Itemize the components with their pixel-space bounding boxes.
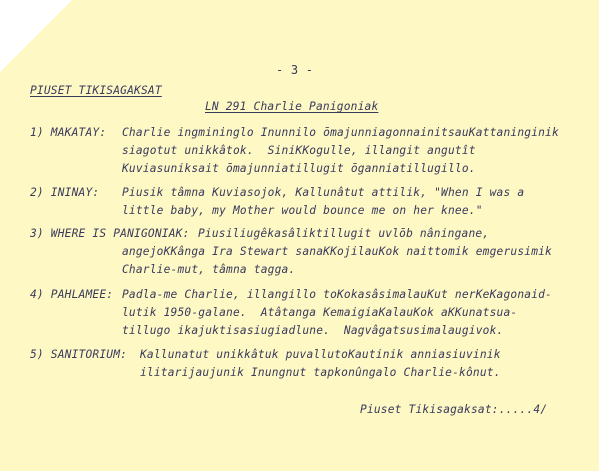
entry-line: Charlie ingmininglo Inunnilo ōmajunniagonnainitsauKattaninginik: [122, 126, 559, 139]
entry-line: little baby, my Mother would bounce me on her knee.": [122, 204, 483, 217]
entry-line: lutik 1950-galane. Atâtanga KemaigiaKalauKok aKKunatsua-: [122, 306, 518, 319]
entry-line: Kuviasuniksait ōmajunniatillugit ōganniatillugillo.: [122, 162, 476, 175]
entry-line: Charlie-mut, tâmna tagga.: [122, 263, 296, 276]
entry-line: Padla-me Charlie, illangillo toKokasâsimalauKut nerKeKagonaid-: [122, 288, 552, 301]
page-heading: PIUSET TIKISAGAKSAT: [30, 84, 162, 97]
entry-label-where-is-panigoniak: 3) WHERE IS PANIGONIAK:: [30, 227, 190, 240]
entry-line: siagotut unikkâtok. SiniKKogulle, illangit angutît: [122, 144, 476, 157]
entry-label-ininay: 2) ININAY:: [30, 186, 100, 199]
entry-line: angejoKKânga Ira Stewart sanaKKojilauKok naittomik emgerusimik: [122, 245, 552, 258]
entry-line: tillugo ikajuktisasiugiadlune. Nagvâgatsusimalaugivok.: [122, 324, 504, 337]
entry-line: Kallunatut unikkâtuk puvallutoKautinik anniasiuvinik: [140, 348, 501, 361]
page-subheading: LN 291 Charlie Panigoniak: [205, 100, 379, 113]
entry-label-makatay: 1) MAKATAY:: [30, 126, 107, 139]
entry-line: Piusik tâmna Kuviasojok, Kallunâtut attilik, "When I was a: [122, 186, 525, 199]
page-number: - 3 -: [276, 63, 314, 77]
page-footer: Piuset Tikisagaksat:.....4/: [360, 403, 548, 416]
entry-line: Piusiliugêkasâliktillugit uvlōb nâningane,: [198, 227, 490, 240]
entry-label-pahlamee: 4) PAHLAMEE:: [30, 288, 114, 301]
entry-line: ilitarijaujunik Inungnut tapkonûngalo Charlie-kônut.: [140, 366, 501, 379]
page-corner: [0, 0, 72, 72]
entry-label-sanitorium: 5) SANITORIUM:: [30, 348, 128, 361]
